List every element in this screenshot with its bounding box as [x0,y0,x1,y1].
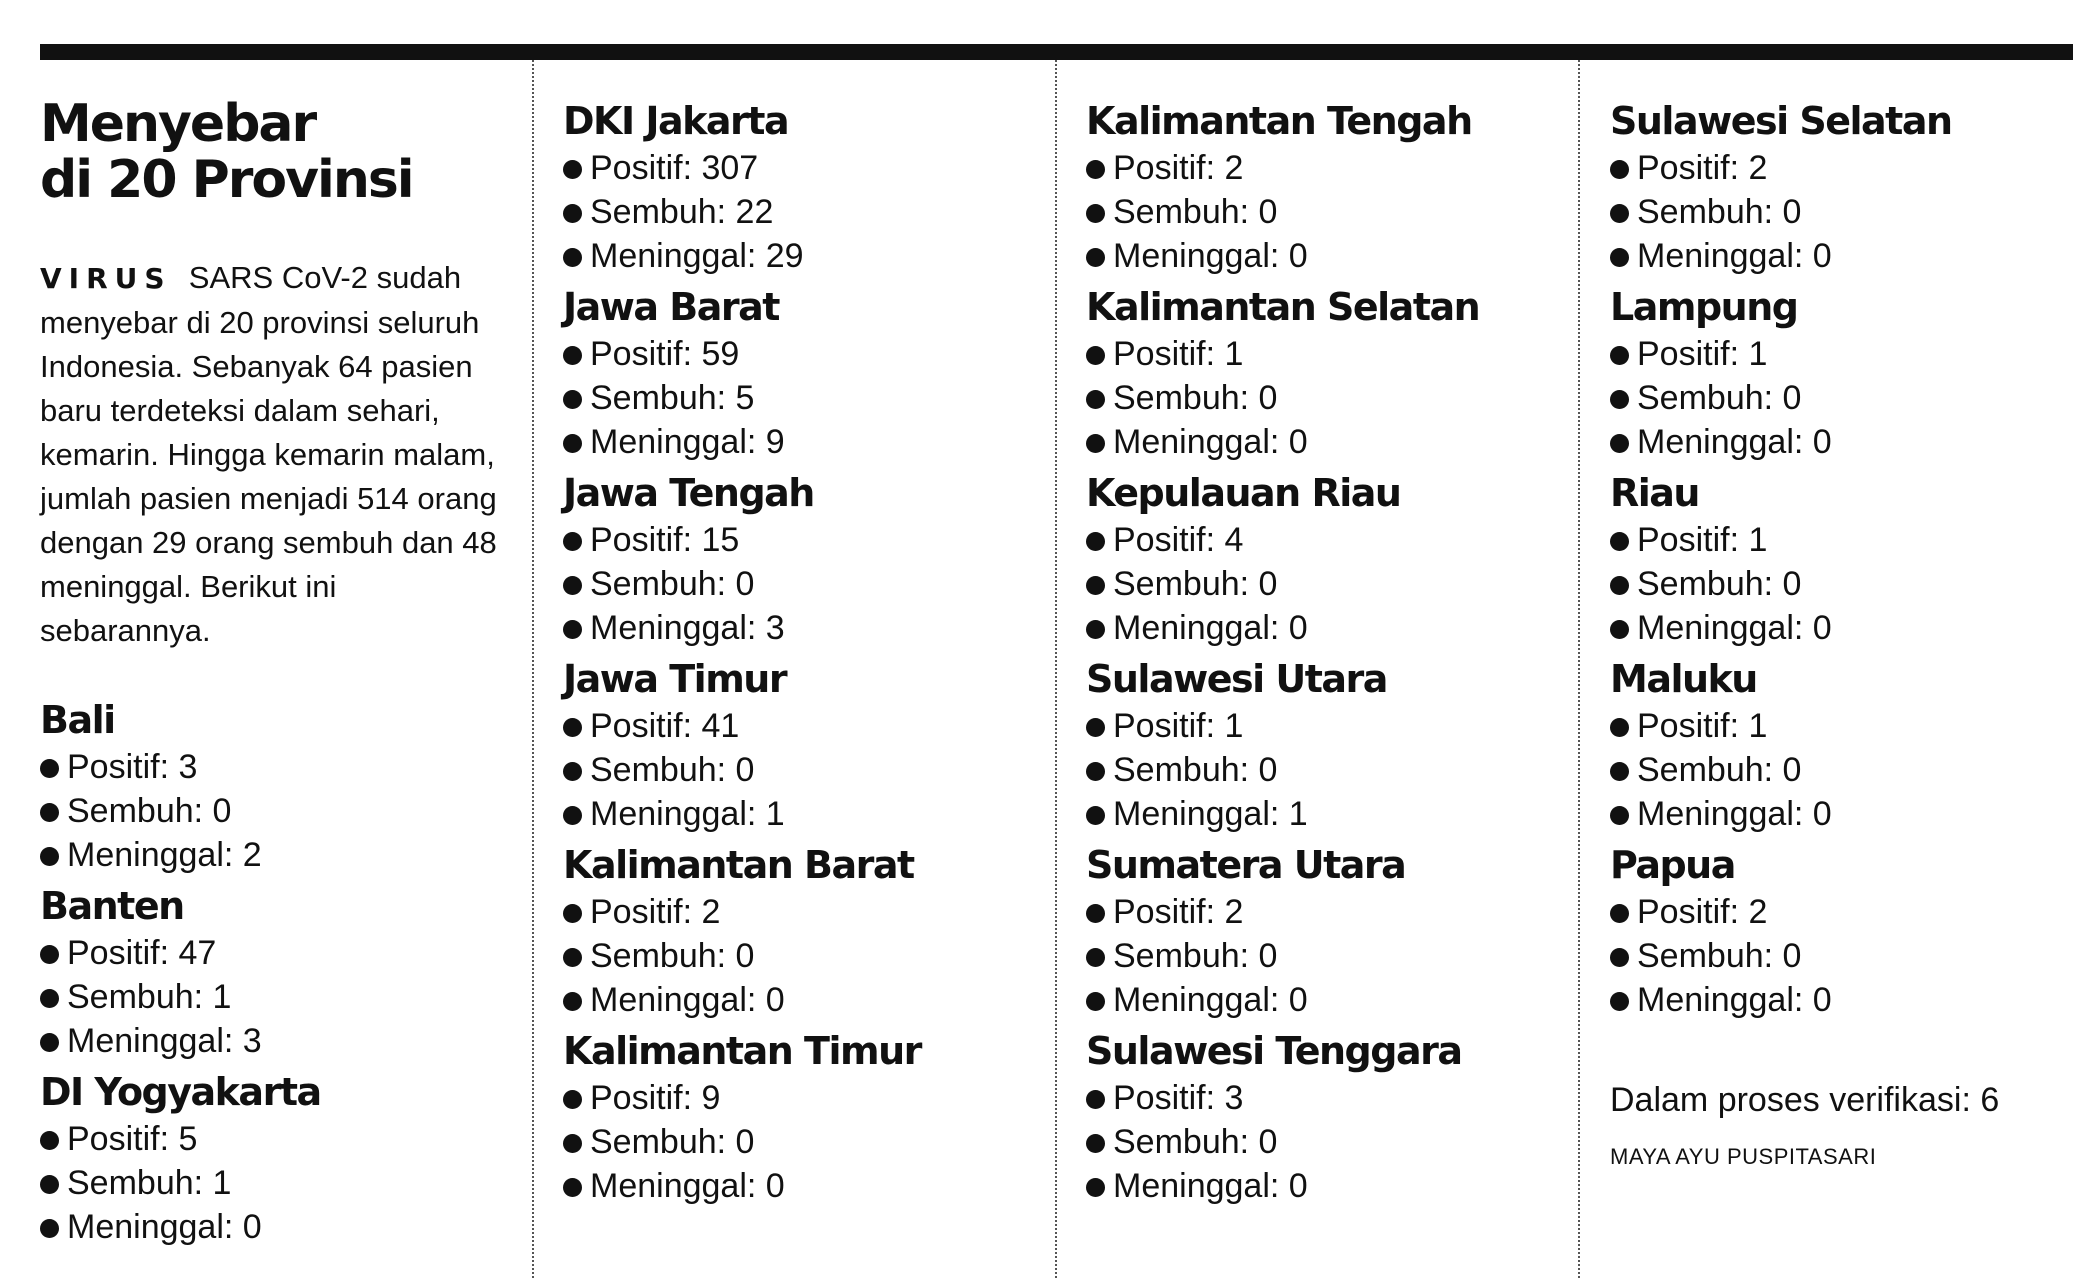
province-block [1086,1026,1566,1208]
province-name: Kalimantan Tengah [1086,99,1472,143]
bullet-icon [1086,390,1105,409]
bullet-icon [40,1175,59,1194]
province-name: Banten [40,884,184,928]
bullet-icon [563,346,582,365]
province-name: Riau [1610,471,1699,515]
stat-row [563,1164,1043,1208]
column-2 [563,60,1043,1278]
stat-row [563,792,1043,836]
stat-row [1086,332,1566,376]
stat-text: Sembuh: 0 [67,792,232,830]
stat-row [1086,376,1566,420]
bullet-icon [40,945,59,964]
bullet-icon [1610,992,1629,1011]
stat-row [563,518,1043,562]
stat-text: Meninggal: 29 [590,237,804,275]
bullet-icon [40,759,59,778]
province-name: Jawa Tengah [563,471,814,515]
bullet-icon [40,803,59,822]
stat-row [563,420,1043,464]
stat-row [40,833,520,877]
bullet-icon [1086,346,1105,365]
stat-text: Sembuh: 0 [1637,193,1802,231]
bullet-icon [40,847,59,866]
stat-text: Positif: 1 [1637,521,1768,559]
province-block [1086,654,1566,836]
stat-text: Positif: 2 [1637,893,1768,931]
stat-text: Sembuh: 0 [1637,379,1802,417]
province-block [40,881,520,1063]
byline: MAYA AYU PUSPITASARI [1610,1144,1877,1169]
province-block [563,654,1043,836]
bullet-icon [563,1090,582,1109]
stat-text: Meninggal: 0 [1637,609,1832,647]
province-block [1610,840,2073,1022]
bullet-icon [563,390,582,409]
province-block [40,1067,520,1249]
stat-text: Sembuh: 0 [1637,937,1802,975]
stat-text: Meninggal: 0 [1113,423,1308,461]
province-block [1610,468,2073,650]
bullet-icon [1086,160,1105,179]
bullet-icon [563,948,582,967]
stat-row [1086,234,1566,278]
stat-text: Sembuh: 0 [1113,193,1278,231]
intro-kicker: VIRUS [40,262,172,295]
column-divider [532,60,534,1278]
bullet-icon [563,160,582,179]
stat-row [563,376,1043,420]
stat-row [1610,978,2073,1022]
stat-text: Positif: 5 [67,1120,198,1158]
stat-text: Meninggal: 0 [590,1167,785,1205]
bullet-icon [1610,390,1629,409]
stat-row [1086,606,1566,650]
bullet-icon [1610,532,1629,551]
stat-text: Positif: 2 [1113,893,1244,931]
province-name: Jawa Barat [563,285,779,329]
stat-text: Sembuh: 5 [590,379,755,417]
bullet-icon [1610,948,1629,967]
stat-row [563,562,1043,606]
stat-row [1086,562,1566,606]
province-name: Sulawesi Utara [1086,657,1387,701]
stat-text: Meninggal: 0 [1637,237,1832,275]
bullet-icon [563,248,582,267]
stat-text: Positif: 41 [590,707,740,745]
stat-row [1086,978,1566,1022]
column-1 [40,60,520,1278]
province-name: Kalimantan Timur [563,1029,921,1073]
stat-text: Meninggal: 3 [590,609,785,647]
province-name: DKI Jakarta [563,99,789,143]
verification-note: Dalam proses verifikasi: 6 [1610,1081,2000,1119]
province-block [1086,468,1566,650]
bullet-icon [1086,762,1105,781]
bullet-icon [563,1134,582,1153]
stat-row [1610,332,2073,376]
stat-text: Positif: 307 [590,149,759,187]
bullet-icon [40,1033,59,1052]
bullet-icon [563,762,582,781]
stat-text: Positif: 47 [67,934,217,972]
bullet-icon [1086,434,1105,453]
stat-text: Sembuh: 0 [1113,565,1278,603]
province-block [563,840,1043,1022]
bullet-icon [1086,1178,1105,1197]
province-list [563,96,1043,1208]
stat-row [1086,420,1566,464]
stat-row [1086,1120,1566,1164]
bullet-icon [1610,718,1629,737]
stat-row [1610,606,2073,650]
bullet-icon [563,532,582,551]
bullet-icon [563,904,582,923]
bullet-icon [1086,1090,1105,1109]
stat-row [563,1076,1043,1120]
stat-text: Positif: 1 [1113,707,1244,745]
stat-text: Sembuh: 0 [1637,565,1802,603]
bullet-icon [40,989,59,1008]
bullet-icon [1086,248,1105,267]
bullet-icon [1610,248,1629,267]
province-list [40,695,520,1249]
stat-row [1610,792,2073,836]
stat-row [1610,562,2073,606]
bullet-icon [1610,762,1629,781]
stat-row [1086,518,1566,562]
stat-row [563,1120,1043,1164]
stat-row [40,975,520,1019]
stat-row [1086,748,1566,792]
bullet-icon [1086,576,1105,595]
stat-row [1086,792,1566,836]
bullet-icon [1610,434,1629,453]
stat-text: Sembuh: 0 [590,937,755,975]
column-divider [1055,60,1057,1278]
stat-row [1610,518,2073,562]
province-block [1086,96,1566,278]
stat-row [40,745,520,789]
stat-row [563,748,1043,792]
stat-row [1086,934,1566,978]
province-name: Kalimantan Barat [563,843,914,887]
province-block [563,282,1043,464]
stat-row [563,190,1043,234]
bullet-icon [1086,620,1105,639]
province-list [1610,96,2073,1022]
stat-text: Meninggal: 9 [590,423,785,461]
province-name: Sumatera Utara [1086,843,1406,887]
stat-text: Meninggal: 0 [67,1208,262,1246]
bullet-icon [1086,948,1105,967]
province-block [40,695,520,877]
bullet-icon [563,434,582,453]
province-block [1086,282,1566,464]
bullet-icon [563,576,582,595]
stat-row [40,1161,520,1205]
stat-row [1610,376,2073,420]
stat-text: Positif: 9 [590,1079,721,1117]
province-block [563,468,1043,650]
bullet-icon [1086,204,1105,223]
stat-text: Positif: 2 [590,893,721,931]
province-name: DI Yogyakarta [40,1070,321,1114]
stat-row [1610,146,2073,190]
headline [40,96,520,208]
bullet-icon [563,620,582,639]
province-name: Lampung [1610,285,1798,329]
stat-row [563,146,1043,190]
bullet-icon [1086,1134,1105,1153]
bullet-icon [1610,806,1629,825]
intro-paragraph [40,256,510,653]
province-name: Sulawesi Selatan [1610,99,1952,143]
stat-row [40,789,520,833]
headline-line: di 20 Provinsi [40,150,413,210]
stat-row [40,1117,520,1161]
stat-text: Meninggal: 0 [590,981,785,1019]
bullet-icon [1086,904,1105,923]
stat-row [563,704,1043,748]
stat-text: Positif: 59 [590,335,740,373]
stat-row [563,978,1043,1022]
stat-row [1610,934,2073,978]
province-name: Sulawesi Tenggara [1086,1029,1462,1073]
province-block [563,96,1043,278]
stat-text: Sembuh: 0 [1113,751,1278,789]
stat-text: Meninggal: 0 [1113,237,1308,275]
stat-text: Positif: 1 [1113,335,1244,373]
stat-text: Meninggal: 3 [67,1022,262,1060]
bullet-icon [1610,620,1629,639]
stat-row [40,1205,520,1249]
stat-text: Meninggal: 1 [590,795,785,833]
stat-row [1610,234,2073,278]
stat-row [563,332,1043,376]
stat-row [40,931,520,975]
stat-text: Meninggal: 0 [1113,1167,1308,1205]
stat-row [1086,704,1566,748]
stat-text: Sembuh: 0 [1113,937,1278,975]
bullet-icon [1610,160,1629,179]
province-block [1086,840,1566,1022]
province-name: Jawa Timur [563,657,787,701]
bullet-icon [563,992,582,1011]
stat-text: Positif: 1 [1637,335,1768,373]
province-name: Kepulauan Riau [1086,471,1401,515]
stat-row [1610,420,2073,464]
headline-line: Menyebar [40,94,316,154]
stat-row [1086,1164,1566,1208]
stat-row [1610,190,2073,234]
stat-row [40,1019,520,1063]
bullet-icon [563,1178,582,1197]
stat-row [563,234,1043,278]
bullet-icon [1610,204,1629,223]
stat-text: Sembuh: 0 [590,751,755,789]
province-block [1610,654,2073,836]
stat-text: Meninggal: 0 [1113,609,1308,647]
stat-row [1086,146,1566,190]
stat-text: Positif: 1 [1637,707,1768,745]
bullet-icon [563,806,582,825]
bullet-icon [1086,992,1105,1011]
bullet-icon [1610,904,1629,923]
province-name: Maluku [1610,657,1757,701]
stat-text: Positif: 15 [590,521,740,559]
stat-text: Sembuh: 0 [1113,379,1278,417]
province-block [563,1026,1043,1208]
bullet-icon [1086,806,1105,825]
stat-text: Meninggal: 0 [1637,981,1832,1019]
bullet-icon [40,1131,59,1150]
stat-text: Sembuh: 22 [590,193,774,231]
stat-text: Positif: 2 [1637,149,1768,187]
province-name: Kalimantan Selatan [1086,285,1480,329]
bullet-icon [1610,346,1629,365]
bullet-icon [563,204,582,223]
stat-text: Sembuh: 1 [67,1164,232,1202]
stat-text: Sembuh: 0 [590,565,755,603]
stat-text: Sembuh: 0 [590,1123,755,1161]
province-block [1610,282,2073,464]
province-block [1610,96,2073,278]
stat-row [1610,748,2073,792]
stat-row [1086,890,1566,934]
stat-text: Meninggal: 0 [1113,981,1308,1019]
province-name: Bali [40,698,115,742]
stat-row [563,934,1043,978]
stat-row [1610,890,2073,934]
stat-row [1086,190,1566,234]
stat-text: Positif: 4 [1113,521,1244,559]
bullet-icon [1086,532,1105,551]
stat-text: Sembuh: 0 [1637,751,1802,789]
column-3 [1086,60,1566,1278]
province-list [1086,96,1566,1208]
stat-text: Sembuh: 1 [67,978,232,1016]
stat-text: Meninggal: 2 [67,836,262,874]
top-rule [40,44,2073,60]
bullet-icon [1610,576,1629,595]
stat-text: Positif: 3 [1113,1079,1244,1117]
bullet-icon [40,1219,59,1238]
bullet-icon [563,718,582,737]
column-divider [1578,60,1580,1278]
province-name: Papua [1610,843,1735,887]
stat-text: Positif: 2 [1113,149,1244,187]
intro-text: SARS CoV-2 sudah menyebar di 20 provinsi seluruh Indonesia. Sebanyak 64 pasien baru terdeteksi dalam sehari, kemarin. Hingga kemarin malam, jumlah pasien menjadi 514 orang dengan 29 orang sembuh dan 48 meninggal. Berikut ini sebarannya. [40,260,497,648]
stat-text: Sembuh: 0 [1113,1123,1278,1161]
column-4 [1610,60,2073,1278]
stat-text: Meninggal: 1 [1113,795,1308,833]
stat-text: Positif: 3 [67,748,198,786]
stat-row [563,606,1043,650]
stat-row [1610,704,2073,748]
stat-row [563,890,1043,934]
stat-text: Meninggal: 0 [1637,423,1832,461]
stat-text: Meninggal: 0 [1637,795,1832,833]
stat-row [1086,1076,1566,1120]
bullet-icon [1086,718,1105,737]
